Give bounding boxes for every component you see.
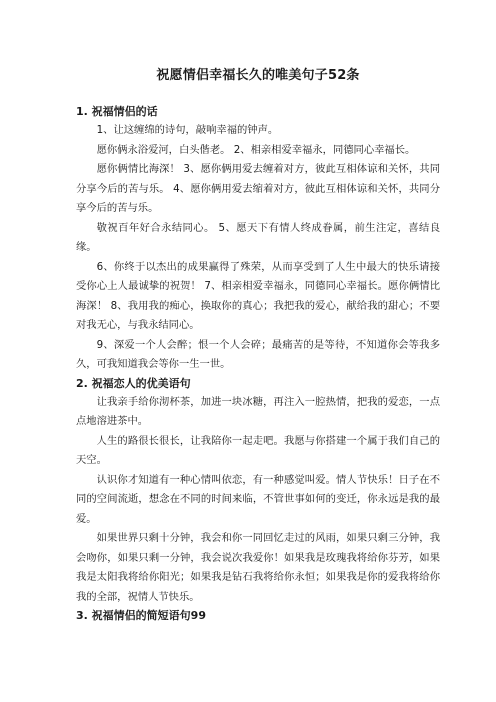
paragraph: 6、你终于以杰出的成果赢得了殊荣，从而享受到了人生中最大的快乐请接受你心上人最诚挚的祝贺！ 7、相亲相爱幸福永，同德同心幸福长。愿你俩情比海深！ 8、我用我的痴心，换取你的真心；我把我的爱心，献给我的甜心；不要对我无心，与我永结同心。 [76,260,440,331]
section-1 [76,103,440,375]
paragraph: 人生的路很长很长，让我陪你一起走吧。我愿与你搭建一个属于我们自己的天空。 [76,434,440,466]
paragraph: 认识你才知道有一种心情叫依恋，有一种感觉叫爱。情人节快乐！日子在不同的空间流逝，想念在不同的时间来临，不管世事如何的变迁，你永远是我的最爱。 [76,473,440,525]
section-heading: 1. 祝福情侣的话 [76,105,158,118]
paragraph: 9、深爱一个人会醉；恨一个人会碎；最痛苦的是等待，不知道你会等我多久，可我知道我会等你一生一世。 [76,338,440,370]
paragraph: 如果世界只剩十分钟，我会和你一同回忆走过的风雨，如果只剩三分钟，我会吻你，如果只剩一分钟，我会说次我爱你！如果我是玫瑰我将给你芬芳，如果我是太阳我将给你阳光；如果我是钻石我将给你永恒；如果我是你的爱我将给你我的全部，祝情人节快乐。 [76,532,440,603]
paragraph: 1、让这缠绵的诗句，敲响幸福的钟声。 [96,124,279,136]
section-2 [76,375,440,608]
section-heading: 3. 祝福情侣的简短语句99 [76,609,206,622]
document-title: 祝愿情侣幸福长久的唯美句子52条 [156,68,360,83]
paragraph: 愿你俩情比海深！ 3、愿你俩用爱去缠着对方，彼此互相体谅和关怀，共同分享今后的苦与乐。 4、愿你俩用爱去缩着对方，彼此互相体谅和关怀，共同分享今后的苦与乐。 [76,163,440,214]
paragraph: 敬祝百年好合永结同心。 5、愿天下有情人终成眷属，前生注定，喜结良缘。 [76,221,440,253]
paragraph: 让我亲手给你沏杯茶，加进一块冰糖，再注入一腔热情，把我的爱恋，一点点地溶进茶中。 [76,395,440,427]
paragraph: 愿你俩永浴爱河，白头偕老。 2、相亲相爱幸福永，同德同心幸福长。 [96,143,416,156]
section-heading: 2. 祝福恋人的优美语句 [76,376,191,390]
section-3 [76,607,440,625]
